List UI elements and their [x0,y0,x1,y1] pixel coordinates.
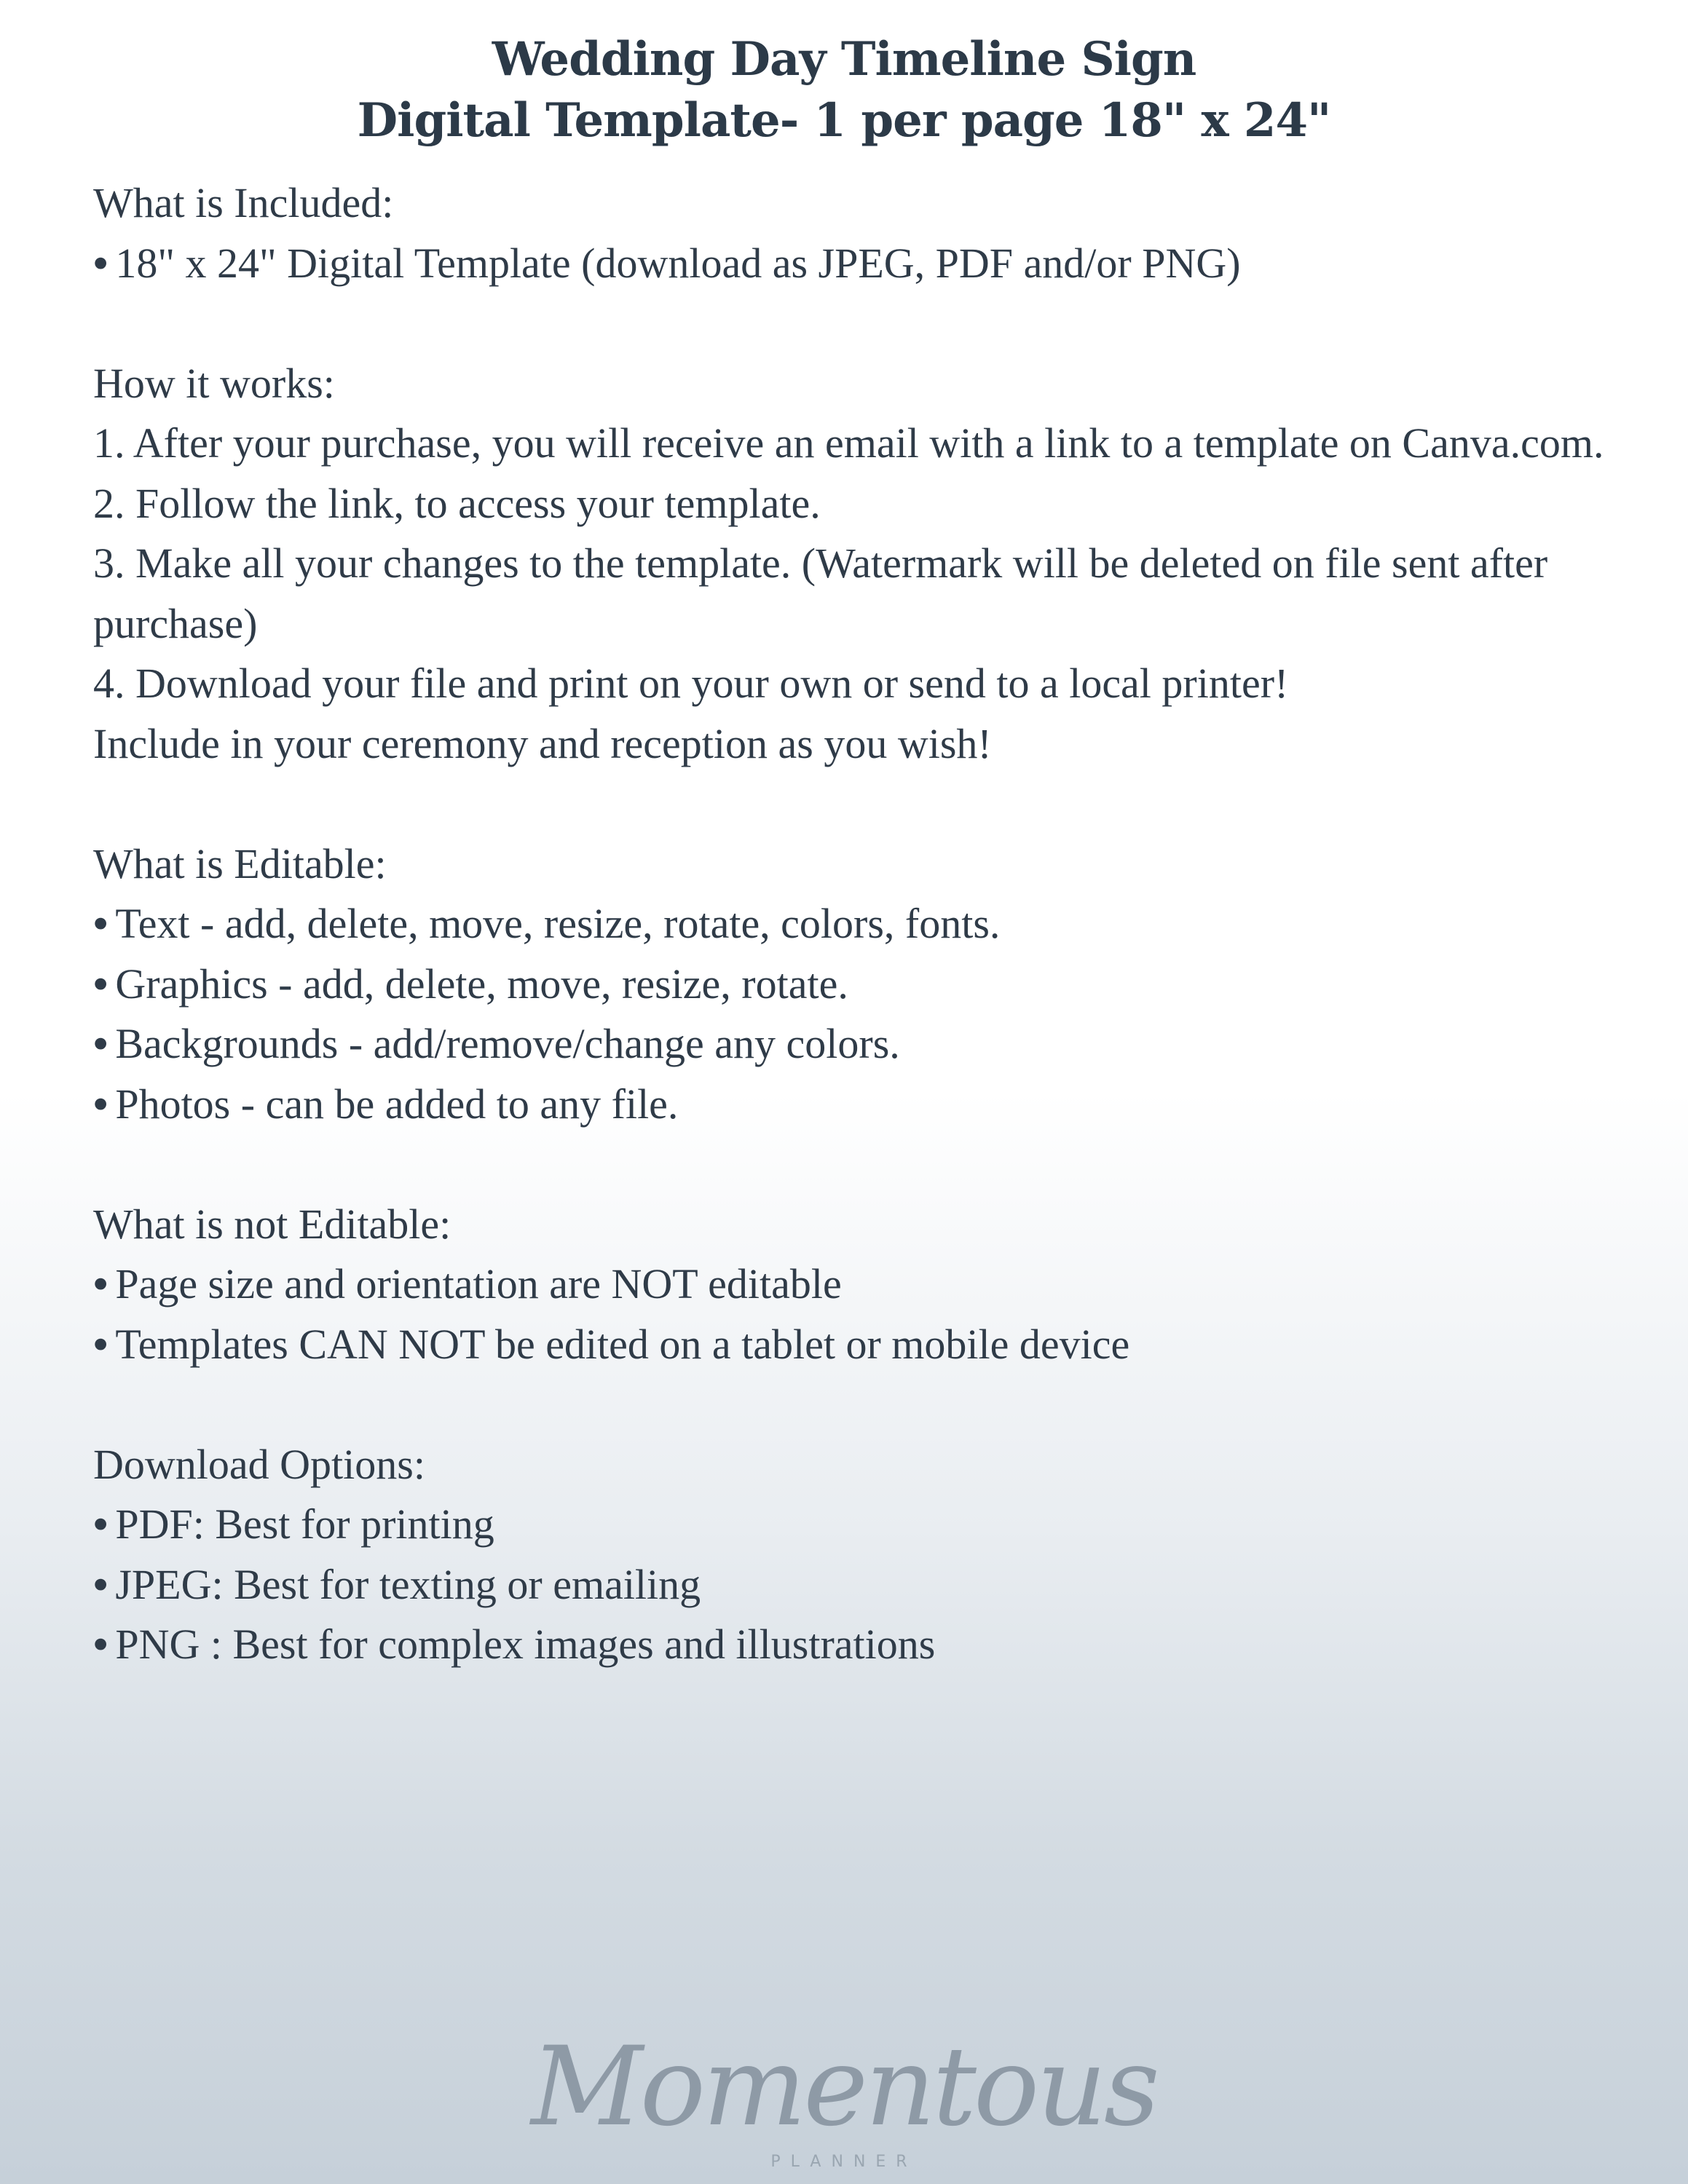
step-item: 3. Make all your changes to the template. (Watermark will be deleted on file sent after purchase) [93,539,1558,647]
section-heading-download: Download Options: [93,1440,425,1488]
brand-logo [0,1986,1688,2175]
list-item [93,1075,1608,1135]
list-item-text: PNG : Best for complex images and illustrations [115,1621,936,1668]
logo-tagline: PLANNER [770,2153,918,2171]
section-heading-how-it-works: How it works: [93,359,335,407]
bullet-icon: • [93,239,109,287]
list-item-text: Graphics - add, delete, move, resize, rotate. [115,960,848,1008]
list-item-text: Backgrounds - add/remove/change any colors. [115,1020,900,1067]
list-item-text: Page size and orientation are NOT editable [115,1260,842,1307]
bullet-icon: • [93,1020,109,1067]
section-not-editable [93,1195,1608,1375]
step-item: 2. Follow the link, to access your template. [93,479,821,527]
list-item [93,1254,1608,1315]
step-note: Include in your ceremony and reception as you wish! [93,719,992,767]
section-download-options [93,1435,1608,1675]
section-heading-not-editable: What is not Editable: [93,1200,451,1248]
list-item [93,1495,1608,1555]
list-item-text: JPEG: Best for texting or emailing [115,1560,701,1608]
list-item [93,954,1608,1015]
list-item [93,234,1608,294]
section-heading-included: What is Included: [93,179,394,226]
bullet-icon: • [93,900,109,947]
list-item [93,894,1608,954]
content-body [93,173,1608,1735]
step-item: 4. Download your file and print on your own or send to a local printer! [93,660,1289,707]
list-item-text: PDF: Best for printing [115,1500,494,1548]
section-editable [93,834,1608,1135]
page-title [0,29,1688,151]
logo-wordmark: Momentous [531,2024,1157,2151]
list-item-text: Templates CAN NOT be edited on a tablet or mobile device [115,1320,1130,1368]
list-item-text: 18" x 24" Digital Template (download as JPEG, PDF and/or PNG) [115,239,1241,287]
section-included [93,173,1608,293]
bullet-icon: • [93,1080,109,1128]
section-heading-editable: What is Editable: [93,839,387,887]
bullet-icon: • [93,960,109,1008]
title-line-2: Digital Template- 1 per page 18" x 24" [357,93,1331,148]
list-item [93,1315,1608,1375]
bullet-icon: • [93,1621,109,1668]
list-item [93,1615,1608,1675]
bullet-icon: • [93,1560,109,1608]
list-item [93,1014,1608,1075]
list-item-text: Photos - can be added to any file. [115,1080,679,1128]
momentous-planner-logo [531,1986,1157,2175]
bullet-icon: • [93,1500,109,1548]
list-item-text: Text - add, delete, move, resize, rotate, colors, fonts. [115,900,1001,947]
bullet-icon: • [93,1320,109,1368]
list-item [93,1555,1608,1615]
step-item: 1. After your purchase, you will receive an email with a link to a template on Canva.com. [93,419,1604,467]
bullet-icon: • [93,1260,109,1307]
title-line-1: Wedding Day Timeline Sign [492,32,1196,87]
section-how-it-works [93,354,1608,775]
